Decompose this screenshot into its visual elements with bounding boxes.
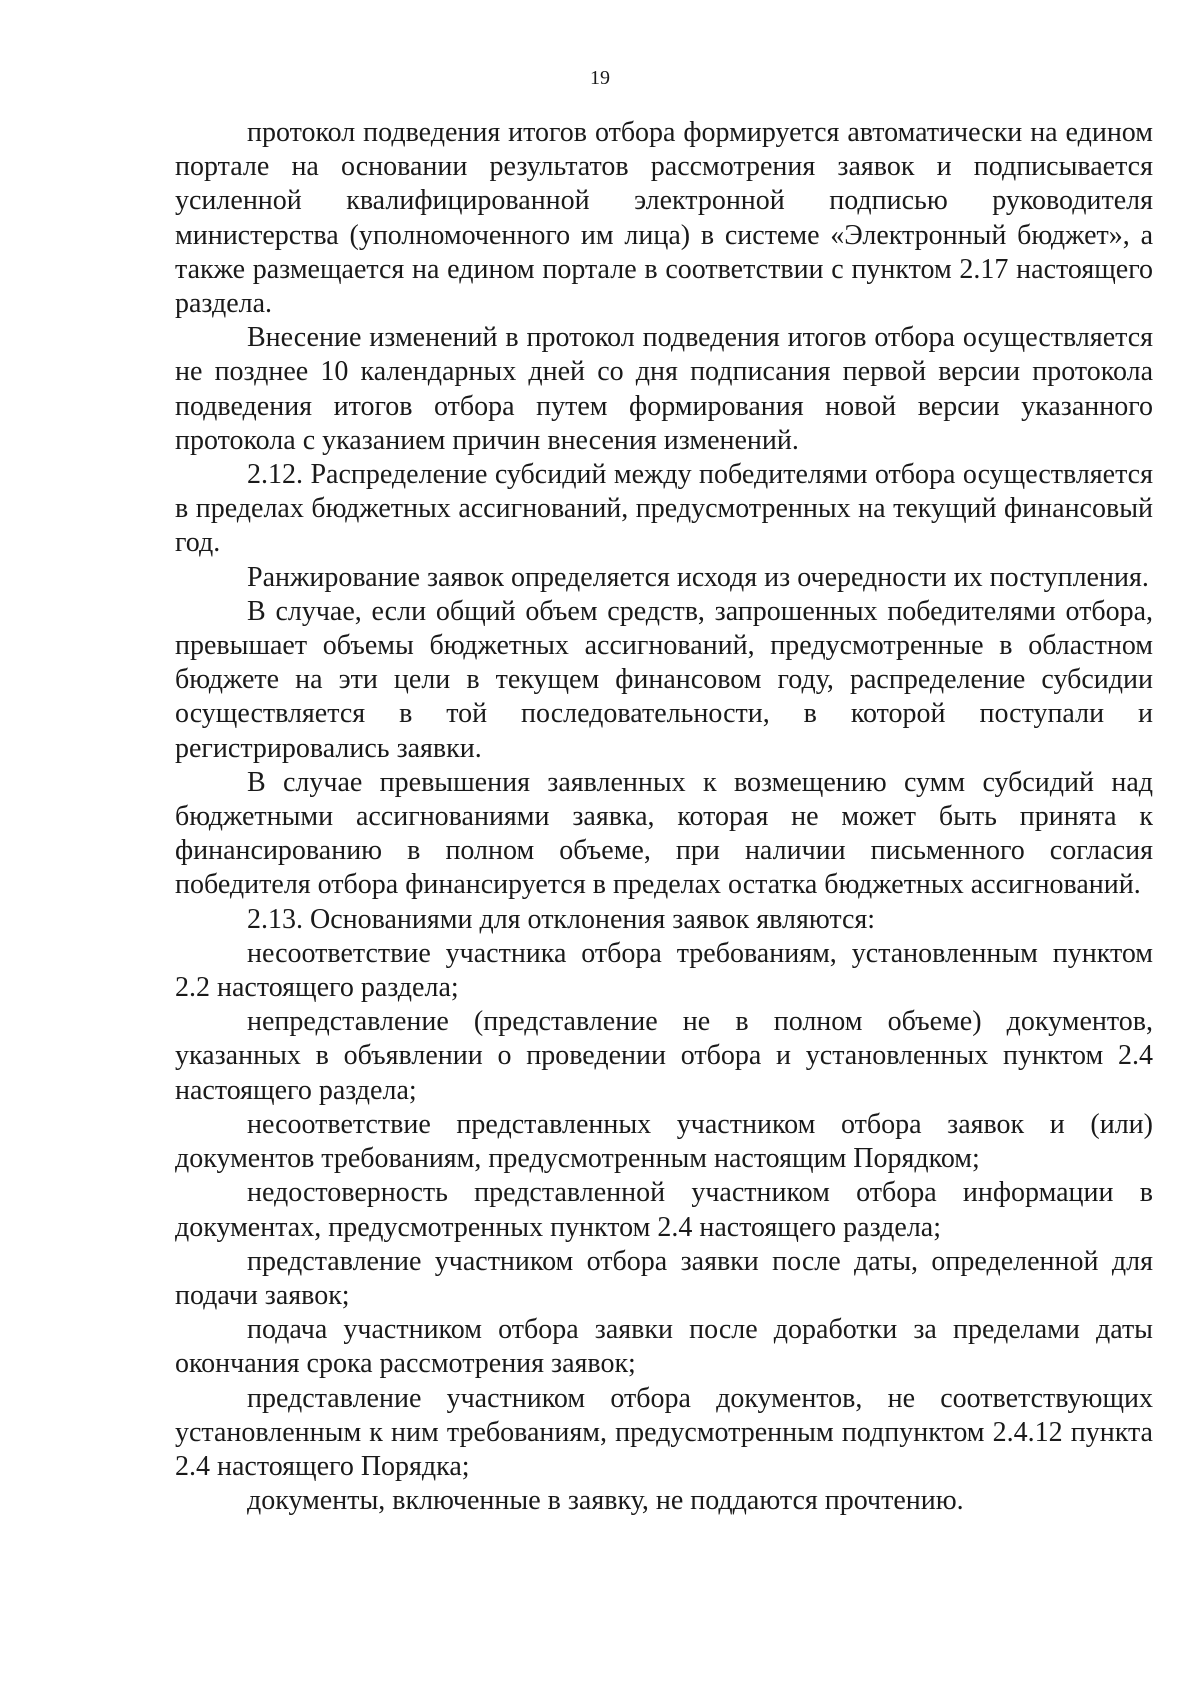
list-item-nonsubmission-documents: непредставление (представление не в полном объеме) документов, указанных в объявлении о проведении отбора и установленных пунктом 2.4 настоящего раздела; [175, 1006, 1153, 1106]
list-item-late-submission: представление участником отбора заявки после даты, определенной для подачи заявок; [175, 1245, 1153, 1311]
list-item-noncompliance-documents: несоответствие представленных участником отбора заявок и (или) документов требованиям, предусмотренным настоящим Порядком; [175, 1108, 1153, 1175]
paragraph-2-12-distribution: 2.12. Распределение субсидий между победителями отбора осуществляется в пределах бюджетных ассигнований, предусмотренных на текущий финансовый год. [175, 459, 1153, 559]
paragraph-ranking: Ранжирование заявок определяется исходя из очередности их поступления. [247, 561, 1149, 593]
list-item-nonconforming-documents: представление участником отбора документов, не соответствующих установленным к ним требованиям, предусмотренным подпунктом 2.4.12 пункта 2.4 настоящего Порядка; [175, 1382, 1153, 1482]
page-number: 19 [590, 67, 610, 89]
list-item-unreliable-information: недостоверность представленной участником отбора информации в документах, предусмотренных пунктом 2.4 настоящего раздела; [175, 1177, 1153, 1243]
paragraph-protocol-formation: протокол подведения итогов отбора формируется автоматически на едином портале на основании результатов рассмотрения заявок и подписывается усиленной квалифицированной электронной подписью руководителя министерства (уполномоченного им лица) в системе «Электронный бюджет», а также размещается на едином портале в соответствии с пунктом 2.17 настоящего раздела. [175, 117, 1153, 320]
list-item-unreadable-documents: документы, включенные в заявку, не поддаются прочтению. [247, 1485, 964, 1517]
list-item-noncompliance-participant: несоответствие участника отбора требованиям, установленным пунктом 2.2 настоящего раздела; [175, 937, 1153, 1004]
paragraph-exceeding-funds: В случае, если общий объем средств, запрошенных победителями отбора, превышает объемы бюджетных ассигнований, предусмотренные в областном бюджете на эти цели в текущем финансовом году, распределение субсидии осуществляется в той последовательности, в которой поступали и регистрировались заявки. [175, 595, 1153, 764]
paragraph-2-13-rejection-grounds: 2.13. Основаниями для отклонения заявок являются: [247, 903, 876, 935]
list-item-late-revision: подача участником отбора заявки после доработки за пределами даты окончания срока рассмотрения заявок; [175, 1314, 1153, 1380]
document-body [175, 116, 1153, 1518]
paragraph-exceeding-subsidies: В случае превышения заявленных к возмещению сумм субсидий над бюджетными ассигнованиями заявка, которая не может быть принята к финансированию в полном объеме, при наличии письменного согласия победителя отбора финансируется в пределах остатка бюджетных ассигнований. [175, 766, 1153, 901]
paragraph-protocol-changes: Внесение изменений в протокол подведения итогов отбора осуществляется не позднее 10 календарных дней со дня подписания первой версии протокола подведения итогов отбора путем формирования новой версии указанного протокола с указанием причин внесения изменений. [175, 322, 1153, 456]
